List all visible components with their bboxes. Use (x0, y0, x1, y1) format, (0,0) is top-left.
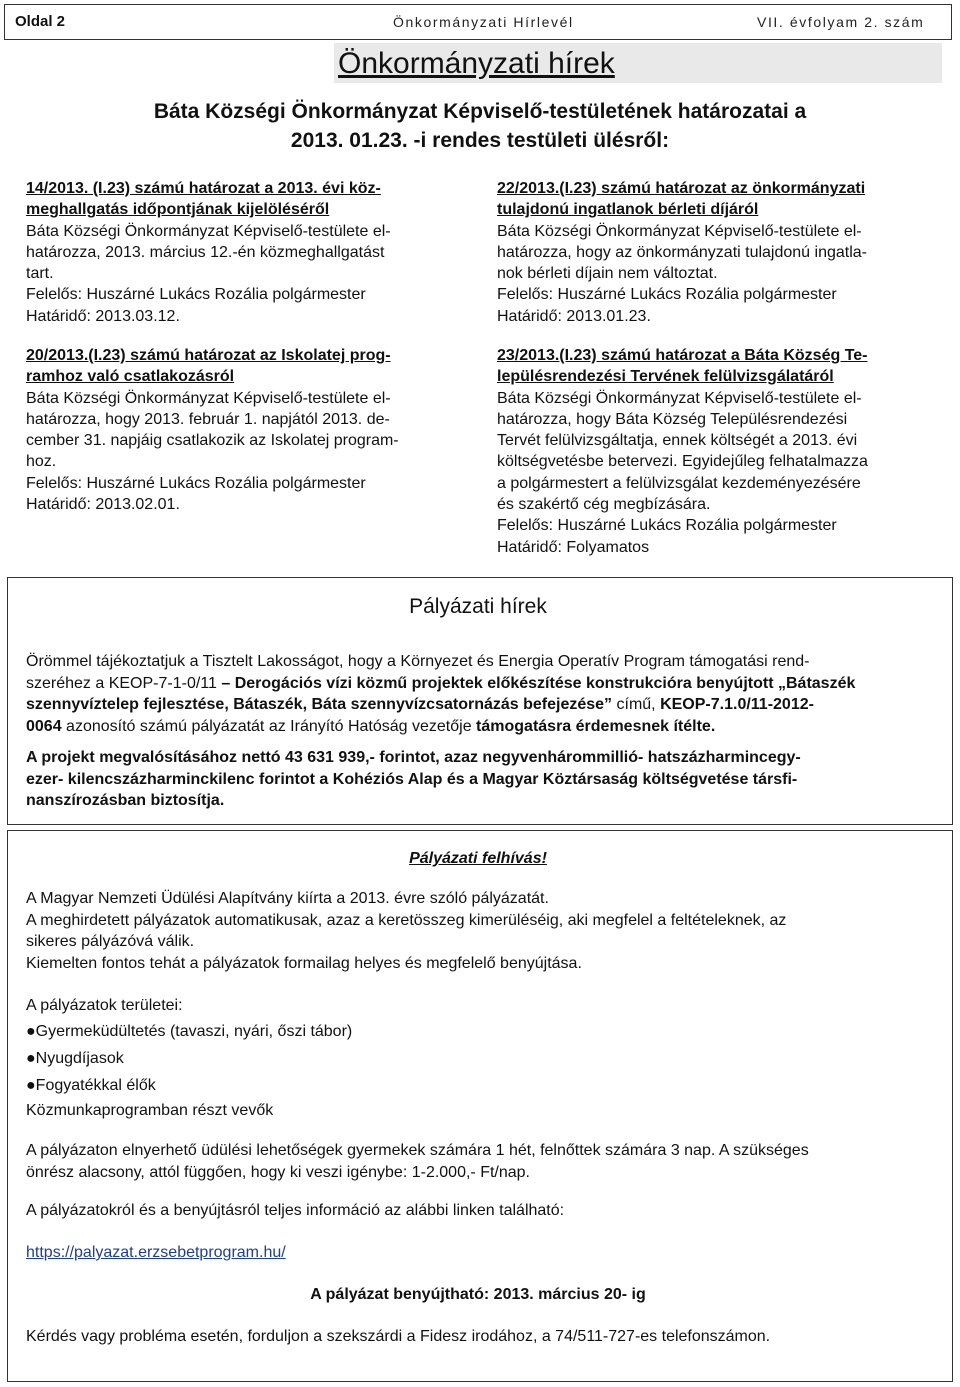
resolution-text: Tervét felülvizsgáltatja, ennek költségét a 2013. évi (497, 432, 858, 450)
call-benefits (26, 1140, 930, 1183)
call-deadline: A pályázat benyújtható: 2013. március 20- ig (310, 1286, 646, 1303)
call-info-text: A pályázatokról és a benyújtásról teljes információ az alábbi linken található: (26, 1202, 565, 1219)
resolution-text: és szakértő cég megbízására. (497, 496, 711, 514)
call-intro (26, 888, 930, 974)
resolution-heading: 22/2013.(I.23) számú határozat az önkormányzati (497, 180, 866, 197)
call-title-wrap (26, 848, 930, 870)
resolution-responsible: Felelős: Huszárné Lukács Rozália polgármester (26, 286, 366, 304)
paragraph-line: szeréhez a KEOP-7-1-0/11 – Derogációs vízi közmű projektek előkészítése konstrukcióra benyújtott „Bátaszék (26, 674, 856, 692)
resolution-text: határozza, hogy az önkormányzati tulajdonú ingatla- (497, 243, 867, 261)
newsletter-name: Önkormányzati Hírlevél (393, 14, 574, 30)
list-item: ●Nyugdíjasok (26, 1050, 124, 1067)
resolution-deadline: Határidő: 2013.03.12. (26, 307, 180, 325)
resolution-text: nok bérleti díjain nem változtat. (497, 265, 718, 283)
resolution-responsible: Felelős: Huszárné Lukács Rozália polgármester (26, 474, 366, 492)
bullet-icon: ● (26, 1077, 36, 1094)
paragraph-line: A meghirdetett pályázatok automatikusak, azaz a keretösszeg kimerüléséig, aki megfelel a feltételeknek, az (26, 911, 787, 929)
resolution-text: határozza, hogy 2013. február 1. napjától 2013. de- (26, 410, 390, 428)
paragraph-line: Kiemelten fontos tehát a pályázatok formailag helyes és megfelelő benyújtása. (26, 954, 582, 972)
grants-funding-paragraph (26, 747, 930, 812)
page-number: Oldal 2 (15, 13, 66, 30)
list-item: Közmunkaprogramban részt vevők (26, 1102, 274, 1119)
resolution-text: a polgármestert a felülvizsgálat kezdeményezésére (497, 474, 861, 492)
resolution-deadline: Határidő: Folyamatos (497, 538, 650, 556)
paragraph-line: sikeres pályázóvá válik. (26, 933, 195, 950)
paragraph-line: ezer- kilencszázharminckilenc forintot a Kohéziós Alap és a Magyar Köztársaság költségvetése társfi- (26, 770, 798, 788)
resolution-deadline: Határidő: 2013.02.01. (26, 496, 180, 514)
resolution-text: határozza, hogy Báta Község Településrendezési (497, 410, 848, 428)
paragraph-line: szennyvíztelep fejlesztése, Bátaszék, Báta szennyvízcsatornázás befejezése” című, KEOP-7.1.0/11-2012- (26, 696, 814, 713)
call-contact: Kérdés vagy probléma esetén, forduljon a szekszárdi a Fidesz irodához, a 74/511-727-es telefonszámon. (26, 1328, 771, 1345)
resolution-22 (497, 178, 937, 327)
paragraph-line: A Magyar Nemzeti Üdülési Alapítvány kiírta a 2013. évre szóló pályázatát. (26, 890, 549, 907)
resolution-responsible: Felelős: Huszárné Lukács Rozália polgármester (497, 517, 837, 535)
resolution-heading: 20/2013.(I.23) számú határozat az Iskolatej prog- (26, 347, 391, 364)
resolution-heading: meghallgatás időpontjának kijelöléséről (26, 201, 330, 219)
resolution-20 (26, 345, 466, 515)
resolutions-title-line1: Báta Községi Önkormányzat Képviselő-testületének határozatai a (153, 100, 807, 123)
resolution-heading: ramhoz való csatlakozásról (26, 368, 235, 386)
call-link-wrap (26, 1242, 930, 1264)
section-title: Önkormányzati hírek (334, 43, 942, 83)
volume-info: VII. évfolyam 2. szám (757, 14, 925, 30)
resolution-text: Báta Községi Önkormányzat Képviselő-testülete el- (497, 222, 862, 240)
resolutions-title-line2: 2013. 01.23. -i rendes testületi ülésről: (290, 129, 670, 152)
paragraph-line: nanszírozásban biztosítja. (26, 792, 225, 809)
areas-intro: A pályázatok területei: (26, 997, 183, 1014)
grants-title: Pályázati hírek (409, 595, 547, 618)
resolution-heading: 23/2013.(I.23) számú határozat a Báta Község Te- (497, 347, 868, 364)
resolution-responsible: Felelős: Huszárné Lukács Rozália polgármester (497, 286, 837, 304)
resolution-23 (497, 345, 937, 558)
resolution-text: cember 31. napjáig csatlakozik az Iskolatej program- (26, 432, 399, 450)
application-link[interactable]: https://palyazat.erzsebetprogram.hu/ (26, 1244, 286, 1261)
resolution-heading: lepülésrendezési Tervének felülvizsgálatáról (497, 368, 834, 386)
resolution-heading: tulajdonú ingatlanok bérleti díjáról (497, 201, 759, 219)
resolution-text: hoz. (26, 453, 57, 471)
resolution-heading: 14/2013. (I.23) számú határozat a 2013. évi köz- (26, 180, 381, 197)
paragraph-line: A pályázaton elnyerhető üdülési lehetőségek gyermekek számára 1 hét, felnőttek számára 3 nap. A szükséges (26, 1142, 809, 1159)
resolution-14 (26, 178, 466, 327)
paragraph-line: önrész alacsony, attól függően, hogy ki veszi igénybe: 1-2.000,- Ft/nap. (26, 1163, 530, 1181)
list-item: ●Gyermeküdültetés (tavaszi, nyári, őszi tábor) (26, 1023, 353, 1040)
resolution-text: Báta Községi Önkormányzat Képviselő-testülete el- (26, 389, 391, 407)
resolution-text: tart. (26, 265, 54, 283)
resolution-text: határozza, 2013. március 12.-én közmeghallgatást (26, 243, 385, 261)
grants-paragraph (26, 651, 930, 737)
page-header (4, 4, 952, 40)
call-title: Pályázati felhívás! (409, 850, 547, 867)
list-item: ●Fogyatékkal élők (26, 1077, 156, 1094)
resolution-text: Báta Községi Önkormányzat Képviselő-testülete el- (497, 389, 862, 407)
paragraph-line: 0064 azonosító számú pályázatát az Irányító Hatóság vezetője támogatásra érdemesnek ítélte. (26, 717, 716, 735)
resolution-text: Báta Községi Önkormányzat Képviselő-testülete el- (26, 222, 391, 240)
resolution-deadline: Határidő: 2013.01.23. (497, 307, 651, 325)
bullet-icon: ● (26, 1023, 36, 1040)
areas-list (26, 1021, 930, 1122)
paragraph-line: Örömmel tájékoztatjuk a Tisztelt Lakosságot, hogy a Környezet és Energia Operatív Program támogatási rend- (26, 653, 810, 670)
bullet-icon: ● (26, 1050, 36, 1067)
resolution-text: költségvetésbe betervezi. Egyidejűleg felhatalmazza (497, 453, 868, 471)
paragraph-line: A projekt megvalósításához nettó 43 631 939,- forintot, azaz negyvenhárommillió- hatszázharmincegy- (26, 749, 801, 766)
